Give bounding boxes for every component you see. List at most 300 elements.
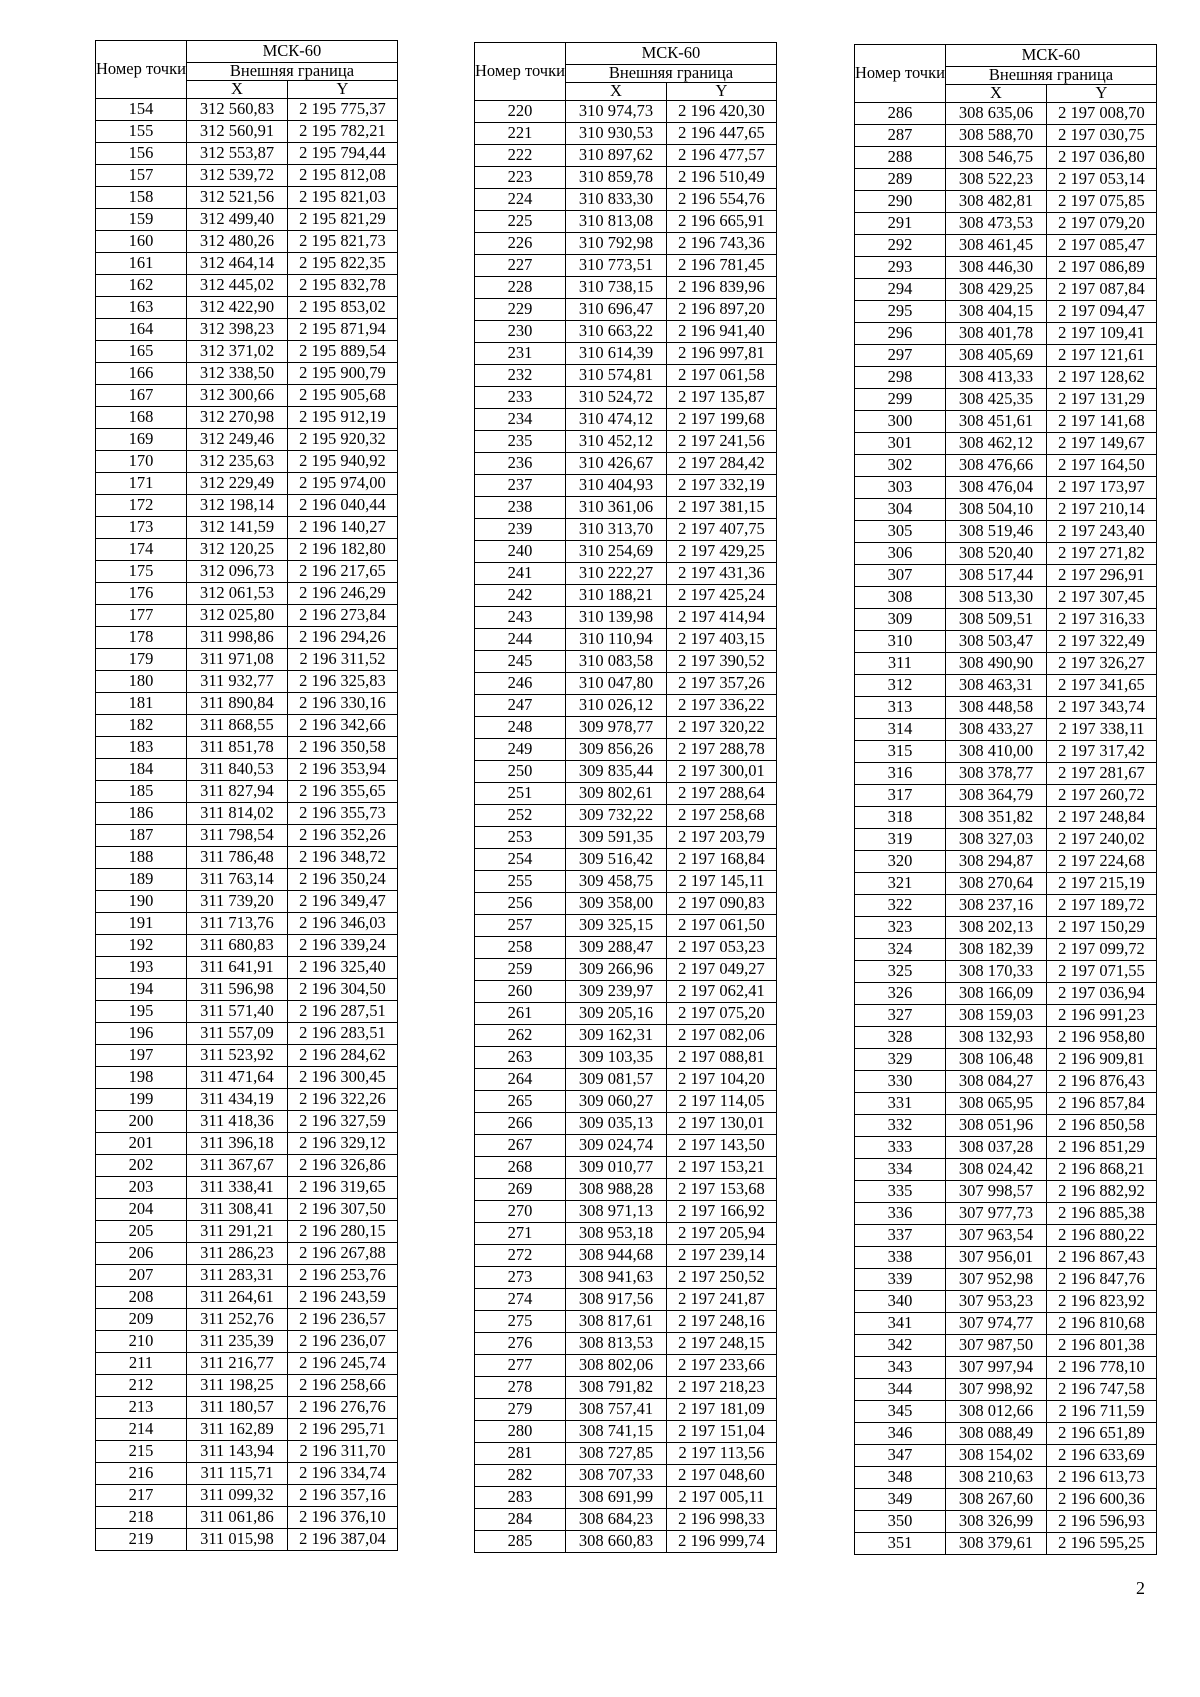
table-row — [96, 1221, 398, 1243]
x-coordinate-cell: 312 464,14 — [186, 253, 287, 275]
point-number-cell: 175 — [96, 561, 187, 583]
y-coordinate-cell: 2 196 880,22 — [1046, 1225, 1156, 1247]
point-number-cell: 280 — [475, 1421, 566, 1443]
x-coordinate-cell: 308 404,15 — [945, 301, 1046, 323]
y-coordinate-cell: 2 197 048,60 — [666, 1465, 776, 1487]
point-number-cell: 298 — [855, 367, 946, 389]
y-coordinate-cell: 2 197 099,72 — [1046, 939, 1156, 961]
x-coordinate-cell: 308 429,25 — [945, 279, 1046, 301]
y-column-header: Y — [666, 83, 776, 101]
y-coordinate-cell: 2 196 346,03 — [287, 913, 397, 935]
y-coordinate-cell: 2 197 005,11 — [666, 1487, 776, 1509]
x-coordinate-cell: 310 139,98 — [565, 607, 666, 629]
y-coordinate-cell: 2 196 781,45 — [666, 255, 776, 277]
table-row — [855, 1313, 1157, 1335]
table-row — [475, 365, 777, 387]
point-number-cell: 220 — [475, 101, 566, 123]
x-coordinate-cell: 311 814,02 — [186, 803, 287, 825]
y-coordinate-cell: 2 197 248,16 — [666, 1311, 776, 1333]
table-row — [96, 187, 398, 209]
x-coordinate-cell: 308 813,53 — [565, 1333, 666, 1355]
x-coordinate-cell: 311 868,55 — [186, 715, 287, 737]
x-coordinate-cell: 312 249,46 — [186, 429, 287, 451]
x-coordinate-cell: 310 083,58 — [565, 651, 666, 673]
x-coordinate-cell: 308 660,83 — [565, 1531, 666, 1553]
y-coordinate-cell: 2 197 079,20 — [1046, 213, 1156, 235]
y-coordinate-cell: 2 197 049,27 — [666, 959, 776, 981]
point-number-cell: 306 — [855, 543, 946, 565]
x-coordinate-cell: 310 897,62 — [565, 145, 666, 167]
table-row — [475, 1311, 777, 1333]
y-coordinate-cell: 2 196 182,80 — [287, 539, 397, 561]
x-coordinate-cell: 308 202,13 — [945, 917, 1046, 939]
x-coordinate-cell: 311 827,94 — [186, 781, 287, 803]
y-coordinate-cell: 2 196 999,74 — [666, 1531, 776, 1553]
point-number-cell: 340 — [855, 1291, 946, 1313]
x-coordinate-cell: 310 361,06 — [565, 497, 666, 519]
point-number-cell: 291 — [855, 213, 946, 235]
table-row — [475, 805, 777, 827]
coordinate-system-header: МСК-60 — [186, 41, 397, 63]
point-number-cell: 244 — [475, 629, 566, 651]
table-row — [855, 961, 1157, 983]
x-coordinate-cell: 308 461,45 — [945, 235, 1046, 257]
table-row — [475, 1069, 777, 1091]
x-column-header: X — [945, 85, 1046, 103]
point-number-cell: 221 — [475, 123, 566, 145]
point-number-cell: 200 — [96, 1111, 187, 1133]
y-coordinate-cell: 2 196 304,50 — [287, 979, 397, 1001]
table-row — [855, 829, 1157, 851]
x-coordinate-cell: 308 012,66 — [945, 1401, 1046, 1423]
table-row — [96, 231, 398, 253]
table-row — [855, 543, 1157, 565]
point-number-cell: 308 — [855, 587, 946, 609]
x-coordinate-cell: 310 574,81 — [565, 365, 666, 387]
point-number-cell: 320 — [855, 851, 946, 873]
x-coordinate-cell: 312 521,56 — [186, 187, 287, 209]
y-coordinate-cell: 2 197 429,25 — [666, 541, 776, 563]
table-row — [855, 125, 1157, 147]
x-coordinate-cell: 308 517,44 — [945, 565, 1046, 587]
point-number-cell: 240 — [475, 541, 566, 563]
y-coordinate-cell: 2 195 812,08 — [287, 165, 397, 187]
x-coordinate-cell: 307 956,01 — [945, 1247, 1046, 1269]
x-coordinate-cell: 307 977,73 — [945, 1203, 1046, 1225]
table-row — [96, 1265, 398, 1287]
point-number-cell: 195 — [96, 1001, 187, 1023]
x-coordinate-cell: 307 997,94 — [945, 1357, 1046, 1379]
y-coordinate-cell: 2 196 998,33 — [666, 1509, 776, 1531]
x-coordinate-cell: 308 503,47 — [945, 631, 1046, 653]
point-number-cell: 202 — [96, 1155, 187, 1177]
x-coordinate-cell: 309 978,77 — [565, 717, 666, 739]
point-number-cell: 177 — [96, 605, 187, 627]
x-coordinate-cell: 308 084,27 — [945, 1071, 1046, 1093]
x-coordinate-cell: 308 684,23 — [565, 1509, 666, 1531]
y-coordinate-cell: 2 196 327,59 — [287, 1111, 397, 1133]
point-number-cell: 313 — [855, 697, 946, 719]
table-row — [475, 1223, 777, 1245]
point-number-cell: 184 — [96, 759, 187, 781]
x-coordinate-cell: 312 198,14 — [186, 495, 287, 517]
y-coordinate-cell: 2 196 778,10 — [1046, 1357, 1156, 1379]
point-number-cell: 231 — [475, 343, 566, 365]
table-row — [855, 1445, 1157, 1467]
table-row — [855, 1247, 1157, 1269]
point-number-cell: 332 — [855, 1115, 946, 1137]
point-number-cell: 279 — [475, 1399, 566, 1421]
x-coordinate-cell: 308 182,39 — [945, 939, 1046, 961]
page-number: 2 — [1136, 1578, 1145, 1598]
x-coordinate-cell: 312 270,98 — [186, 407, 287, 429]
x-coordinate-cell: 308 588,70 — [945, 125, 1046, 147]
table-row — [855, 1005, 1157, 1027]
table-row — [855, 1335, 1157, 1357]
y-coordinate-cell: 2 197 130,01 — [666, 1113, 776, 1135]
table-row — [855, 1511, 1157, 1533]
table-row — [855, 1357, 1157, 1379]
point-number-cell: 242 — [475, 585, 566, 607]
table-row — [855, 653, 1157, 675]
y-coordinate-cell: 2 197 128,62 — [1046, 367, 1156, 389]
x-coordinate-cell: 308 817,61 — [565, 1311, 666, 1333]
y-coordinate-cell: 2 197 322,49 — [1046, 631, 1156, 653]
table-row — [96, 1309, 398, 1331]
y-coordinate-cell: 2 196 350,58 — [287, 737, 397, 759]
x-coordinate-cell: 311 308,41 — [186, 1199, 287, 1221]
x-coordinate-cell: 312 061,53 — [186, 583, 287, 605]
y-coordinate-cell: 2 195 821,03 — [287, 187, 397, 209]
table-row — [96, 825, 398, 847]
table-row — [475, 563, 777, 585]
table-row — [475, 893, 777, 915]
coordinate-system-header: МСК-60 — [565, 43, 776, 65]
x-coordinate-cell: 308 988,28 — [565, 1179, 666, 1201]
point-number-cell: 269 — [475, 1179, 566, 1201]
y-coordinate-cell: 2 196 868,21 — [1046, 1159, 1156, 1181]
point-number-cell: 225 — [475, 211, 566, 233]
table-row — [96, 495, 398, 517]
y-coordinate-cell: 2 196 857,84 — [1046, 1093, 1156, 1115]
y-coordinate-cell: 2 197 053,14 — [1046, 169, 1156, 191]
y-coordinate-cell: 2 197 241,87 — [666, 1289, 776, 1311]
x-coordinate-cell: 307 953,23 — [945, 1291, 1046, 1313]
table-row — [96, 1463, 398, 1485]
y-coordinate-cell: 2 196 236,57 — [287, 1309, 397, 1331]
y-coordinate-cell: 2 197 164,50 — [1046, 455, 1156, 477]
table-row — [855, 631, 1157, 653]
x-coordinate-cell: 311 786,48 — [186, 847, 287, 869]
y-coordinate-cell: 2 196 329,12 — [287, 1133, 397, 1155]
point-number-cell: 316 — [855, 763, 946, 785]
point-number-cell: 341 — [855, 1313, 946, 1335]
table-row — [475, 145, 777, 167]
x-coordinate-cell: 309 010,77 — [565, 1157, 666, 1179]
table-row — [96, 385, 398, 407]
y-coordinate-cell: 2 197 114,05 — [666, 1091, 776, 1113]
point-number-cell: 343 — [855, 1357, 946, 1379]
y-coordinate-cell: 2 196 276,76 — [287, 1397, 397, 1419]
x-coordinate-cell: 312 338,50 — [186, 363, 287, 385]
x-coordinate-cell: 311 198,25 — [186, 1375, 287, 1397]
x-coordinate-cell: 311 099,32 — [186, 1485, 287, 1507]
table-row — [855, 1269, 1157, 1291]
table-row — [475, 1179, 777, 1201]
y-coordinate-cell: 2 196 287,51 — [287, 1001, 397, 1023]
y-coordinate-cell: 2 196 810,68 — [1046, 1313, 1156, 1335]
y-coordinate-cell: 2 197 407,75 — [666, 519, 776, 541]
table-row — [855, 807, 1157, 829]
point-number-cell: 160 — [96, 231, 187, 253]
y-coordinate-cell: 2 197 320,22 — [666, 717, 776, 739]
y-coordinate-cell: 2 197 075,20 — [666, 1003, 776, 1025]
x-coordinate-cell: 310 696,47 — [565, 299, 666, 321]
table-row — [96, 847, 398, 869]
point-number-cell: 171 — [96, 473, 187, 495]
x-coordinate-cell: 309 358,00 — [565, 893, 666, 915]
y-coordinate-cell: 2 196 349,47 — [287, 891, 397, 913]
x-coordinate-cell: 311 971,08 — [186, 649, 287, 671]
x-coordinate-cell: 308 707,33 — [565, 1465, 666, 1487]
point-number-cell: 260 — [475, 981, 566, 1003]
point-number-cell: 277 — [475, 1355, 566, 1377]
y-coordinate-cell: 2 197 357,26 — [666, 673, 776, 695]
point-number-cell: 219 — [96, 1529, 187, 1551]
point-number-cell: 159 — [96, 209, 187, 231]
point-number-cell: 253 — [475, 827, 566, 849]
x-coordinate-cell: 312 480,26 — [186, 231, 287, 253]
table-row — [96, 1045, 398, 1067]
y-coordinate-cell: 2 197 317,42 — [1046, 741, 1156, 763]
x-coordinate-cell: 309 458,75 — [565, 871, 666, 893]
x-coordinate-cell: 309 516,42 — [565, 849, 666, 871]
table-row — [475, 189, 777, 211]
point-number-cell: 282 — [475, 1465, 566, 1487]
point-number-cell: 154 — [96, 99, 187, 121]
point-number-cell: 305 — [855, 521, 946, 543]
x-coordinate-cell: 309 081,57 — [565, 1069, 666, 1091]
y-coordinate-cell: 2 196 339,24 — [287, 935, 397, 957]
point-number-cell: 254 — [475, 849, 566, 871]
x-coordinate-cell: 309 835,44 — [565, 761, 666, 783]
table-row — [96, 1067, 398, 1089]
point-number-cell: 174 — [96, 539, 187, 561]
point-number-cell: 170 — [96, 451, 187, 473]
y-coordinate-cell: 2 197 121,61 — [1046, 345, 1156, 367]
x-coordinate-cell: 310 738,15 — [565, 277, 666, 299]
x-coordinate-cell: 310 188,21 — [565, 585, 666, 607]
point-number-cell: 209 — [96, 1309, 187, 1331]
y-column-header: Y — [1046, 85, 1156, 103]
y-coordinate-cell: 2 197 425,24 — [666, 585, 776, 607]
table-row — [96, 561, 398, 583]
x-coordinate-cell: 312 120,25 — [186, 539, 287, 561]
x-coordinate-cell: 307 974,77 — [945, 1313, 1046, 1335]
y-coordinate-cell: 2 197 088,81 — [666, 1047, 776, 1069]
table-row — [96, 1177, 398, 1199]
y-coordinate-cell: 2 196 376,10 — [287, 1507, 397, 1529]
table-row — [475, 211, 777, 233]
point-number-cell: 158 — [96, 187, 187, 209]
table-row — [475, 321, 777, 343]
table-row — [475, 849, 777, 871]
table-row — [855, 499, 1157, 521]
x-coordinate-cell: 308 410,00 — [945, 741, 1046, 763]
y-coordinate-cell: 2 196 997,81 — [666, 343, 776, 365]
x-coordinate-cell: 309 325,15 — [565, 915, 666, 937]
point-number-header: Номер точки — [855, 45, 946, 103]
point-number-cell: 207 — [96, 1265, 187, 1287]
y-coordinate-cell: 2 197 326,27 — [1046, 653, 1156, 675]
x-coordinate-cell: 307 963,54 — [945, 1225, 1046, 1247]
x-coordinate-cell: 308 378,77 — [945, 763, 1046, 785]
point-number-cell: 304 — [855, 499, 946, 521]
x-coordinate-cell: 308 166,09 — [945, 983, 1046, 1005]
point-number-cell: 239 — [475, 519, 566, 541]
y-coordinate-cell: 2 196 322,26 — [287, 1089, 397, 1111]
x-coordinate-cell: 311 396,18 — [186, 1133, 287, 1155]
x-coordinate-cell: 311 998,86 — [186, 627, 287, 649]
table-row — [96, 1529, 398, 1551]
point-number-cell: 261 — [475, 1003, 566, 1025]
y-coordinate-cell: 2 197 151,04 — [666, 1421, 776, 1443]
point-number-cell: 168 — [96, 407, 187, 429]
y-coordinate-cell: 2 196 554,76 — [666, 189, 776, 211]
x-coordinate-cell: 309 288,47 — [565, 937, 666, 959]
x-coordinate-cell: 308 509,51 — [945, 609, 1046, 631]
table-row — [475, 673, 777, 695]
point-number-cell: 228 — [475, 277, 566, 299]
table-row — [96, 913, 398, 935]
y-coordinate-cell: 2 197 173,97 — [1046, 477, 1156, 499]
table-row — [855, 697, 1157, 719]
x-coordinate-cell: 311 286,23 — [186, 1243, 287, 1265]
x-column-header: X — [565, 83, 666, 101]
x-coordinate-cell: 308 476,04 — [945, 477, 1046, 499]
table-row — [96, 1375, 398, 1397]
point-number-cell: 217 — [96, 1485, 187, 1507]
x-coordinate-cell: 312 560,91 — [186, 121, 287, 143]
x-coordinate-cell: 308 446,30 — [945, 257, 1046, 279]
y-coordinate-cell: 2 195 940,92 — [287, 451, 397, 473]
y-coordinate-cell: 2 197 141,68 — [1046, 411, 1156, 433]
table-row — [475, 123, 777, 145]
table-row — [475, 1113, 777, 1135]
point-number-cell: 329 — [855, 1049, 946, 1071]
x-coordinate-cell: 308 546,75 — [945, 147, 1046, 169]
x-coordinate-cell: 310 930,53 — [565, 123, 666, 145]
y-coordinate-cell: 2 196 851,29 — [1046, 1137, 1156, 1159]
table-row — [475, 233, 777, 255]
point-number-cell: 191 — [96, 913, 187, 935]
y-coordinate-cell: 2 197 307,45 — [1046, 587, 1156, 609]
point-number-cell: 323 — [855, 917, 946, 939]
x-coordinate-cell: 311 367,67 — [186, 1155, 287, 1177]
table-row — [855, 1423, 1157, 1445]
point-number-cell: 327 — [855, 1005, 946, 1027]
x-coordinate-cell: 308 917,56 — [565, 1289, 666, 1311]
point-number-cell: 247 — [475, 695, 566, 717]
table-row — [96, 1023, 398, 1045]
point-number-cell: 213 — [96, 1397, 187, 1419]
x-column-header: X — [186, 81, 287, 99]
y-coordinate-cell: 2 197 260,72 — [1046, 785, 1156, 807]
point-number-cell: 156 — [96, 143, 187, 165]
point-number-cell: 348 — [855, 1467, 946, 1489]
x-coordinate-cell: 310 474,12 — [565, 409, 666, 431]
table-row — [96, 517, 398, 539]
x-coordinate-cell: 309 205,16 — [565, 1003, 666, 1025]
point-number-cell: 249 — [475, 739, 566, 761]
x-coordinate-cell: 308 462,12 — [945, 433, 1046, 455]
y-coordinate-cell: 2 196 651,89 — [1046, 1423, 1156, 1445]
point-number-cell: 251 — [475, 783, 566, 805]
point-number-cell: 196 — [96, 1023, 187, 1045]
y-coordinate-cell: 2 196 330,16 — [287, 693, 397, 715]
point-number-cell: 312 — [855, 675, 946, 697]
x-coordinate-cell: 311 216,77 — [186, 1353, 287, 1375]
y-coordinate-cell: 2 197 113,56 — [666, 1443, 776, 1465]
y-coordinate-cell: 2 196 273,84 — [287, 605, 397, 627]
point-number-cell: 216 — [96, 1463, 187, 1485]
table-row — [475, 541, 777, 563]
y-coordinate-cell: 2 196 477,57 — [666, 145, 776, 167]
point-number-cell: 238 — [475, 497, 566, 519]
y-coordinate-cell: 2 196 140,27 — [287, 517, 397, 539]
y-coordinate-cell: 2 197 008,70 — [1046, 103, 1156, 125]
table-row — [475, 1487, 777, 1509]
y-coordinate-cell: 2 196 267,88 — [287, 1243, 397, 1265]
point-number-cell: 181 — [96, 693, 187, 715]
table-row — [475, 1531, 777, 1553]
point-number-cell: 328 — [855, 1027, 946, 1049]
table-row — [855, 873, 1157, 895]
y-coordinate-cell: 2 196 325,83 — [287, 671, 397, 693]
point-number-cell: 272 — [475, 1245, 566, 1267]
y-coordinate-cell: 2 196 243,59 — [287, 1287, 397, 1309]
x-coordinate-cell: 309 591,35 — [565, 827, 666, 849]
table-row — [855, 1137, 1157, 1159]
x-coordinate-cell: 308 802,06 — [565, 1355, 666, 1377]
point-number-cell: 310 — [855, 631, 946, 653]
point-number-cell: 326 — [855, 983, 946, 1005]
y-coordinate-cell: 2 196 334,74 — [287, 1463, 397, 1485]
point-number-cell: 262 — [475, 1025, 566, 1047]
point-number-cell: 255 — [475, 871, 566, 893]
y-coordinate-cell: 2 196 897,20 — [666, 299, 776, 321]
y-coordinate-cell: 2 196 510,49 — [666, 167, 776, 189]
y-coordinate-cell: 2 197 239,14 — [666, 1245, 776, 1267]
table-row — [475, 101, 777, 123]
table-row — [855, 301, 1157, 323]
point-number-cell: 199 — [96, 1089, 187, 1111]
x-coordinate-cell: 308 482,81 — [945, 191, 1046, 213]
y-coordinate-cell: 2 197 341,65 — [1046, 675, 1156, 697]
x-coordinate-cell: 310 426,67 — [565, 453, 666, 475]
y-coordinate-cell: 2 195 821,29 — [287, 209, 397, 231]
y-coordinate-cell: 2 195 832,78 — [287, 275, 397, 297]
x-coordinate-cell: 307 998,57 — [945, 1181, 1046, 1203]
y-coordinate-cell: 2 196 352,26 — [287, 825, 397, 847]
x-coordinate-cell: 308 327,03 — [945, 829, 1046, 851]
table-row — [96, 319, 398, 341]
y-coordinate-cell: 2 195 794,44 — [287, 143, 397, 165]
y-coordinate-cell: 2 197 250,52 — [666, 1267, 776, 1289]
point-number-cell: 252 — [475, 805, 566, 827]
y-coordinate-cell: 2 196 991,23 — [1046, 1005, 1156, 1027]
point-number-cell: 161 — [96, 253, 187, 275]
